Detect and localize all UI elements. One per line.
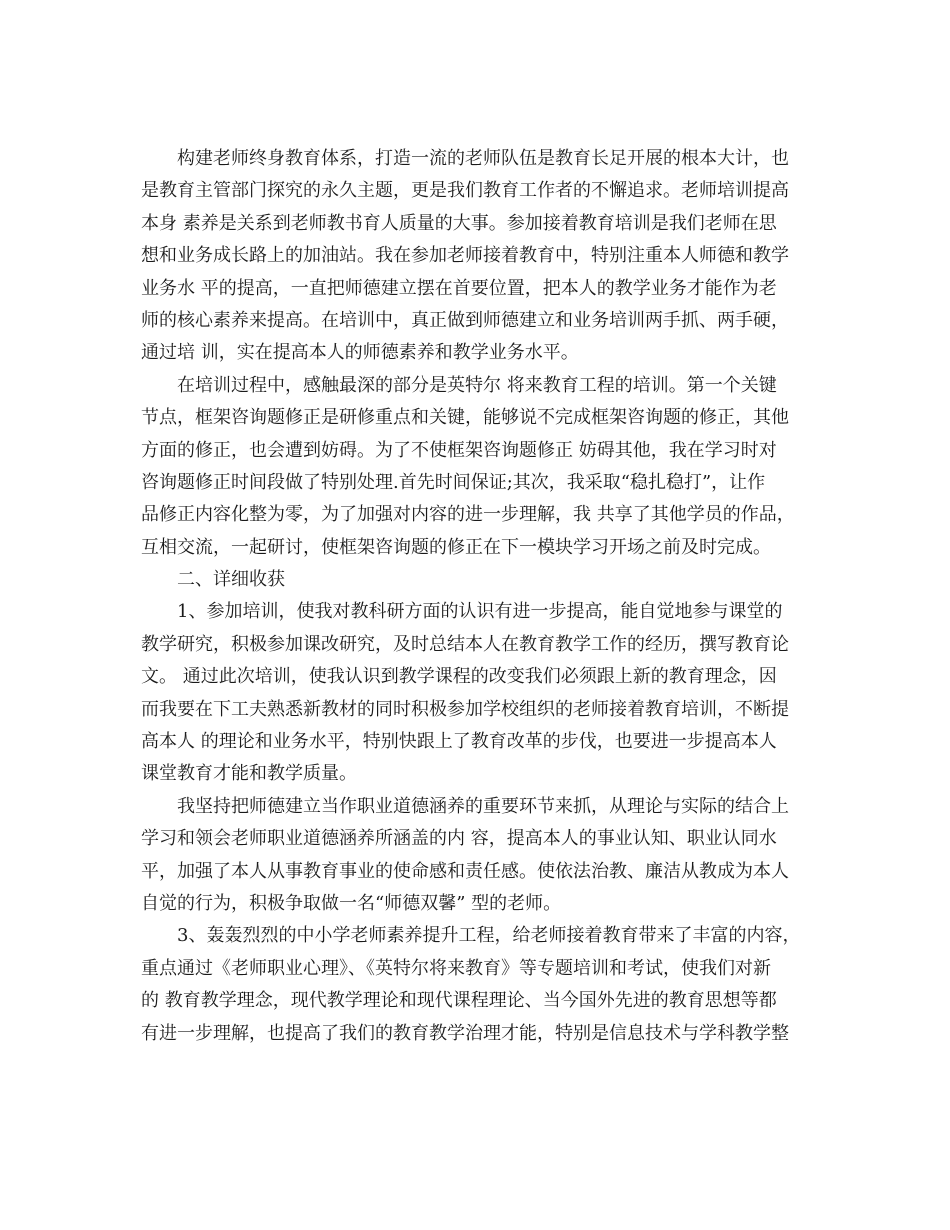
text-line: 互相交流，一起研讨，使框架咨询题的修正在下一模块学习开场之前及时完成。 bbox=[141, 536, 771, 558]
text-line: 平，加强了本人从事教育事业的使命感和责任感。使依法治教、廉洁从教成为本人 bbox=[141, 860, 789, 882]
text-line: 有进一步理解，也提高了我们的教育教学治理才能，特别是信息技术与学科教学整 bbox=[141, 1022, 789, 1044]
text-line: 构建老师终身教育体系，打造一流的老师队伍是教育长足开展的根本大计，也 bbox=[141, 148, 789, 169]
section-heading: 二、详细收获 bbox=[141, 569, 285, 591]
text-line: 3、轰轰烈烈的中小学老师素养提升工程，给老师接着教育带来了丰富的内容， bbox=[141, 925, 801, 947]
text-line: 文。 通过此次培训，使我认识到教学课程的改变我们必须跟上新的教育理念，因 bbox=[141, 666, 777, 688]
text-line: 学习和领会老师职业道德涵养所涵盖的内 容，提高本人的事业认知、职业认同水 bbox=[141, 828, 777, 850]
text-line: 本身 素养是关系到老师教书育人质量的大事。参加接着教育培训是我们老师在思 bbox=[141, 212, 777, 234]
document-body bbox=[141, 143, 825, 1050]
text-line: 在培训过程中，感触最深的部分是英特尔 将来教育工程的培训。第一个关键 bbox=[141, 374, 777, 396]
text-line: 品修正内容化整为零，为了加强对内容的进一步理解，我 共享了其他学员的作品， bbox=[141, 504, 795, 526]
text-line: 通过培 训，实在提高本人的师德素养和教学业务水平。 bbox=[141, 342, 579, 364]
text-line: 方面的修正，也会遭到妨碍。为了不使框架咨询题修正 妨碍其他，我在学习时对 bbox=[141, 439, 777, 461]
text-line: 高本人 的理论和业务水平，特别快跟上了教育改革的步伐，也要进一步提高本人 bbox=[141, 731, 777, 753]
text-line: 想和业务成长路上的加油站。我在参加老师接着教育中，特别注重本人师德和教学 bbox=[141, 245, 789, 267]
text-line: 是教育主管部门探究的永久主题，更是我们教育工作者的不懈追求。老师培训提高 bbox=[141, 180, 789, 202]
text-line: 自觉的行为，积极争取做一名“师德双馨” 型的老师。 bbox=[141, 892, 562, 914]
text-line: 的 教育教学理念，现代教学理论和现代课程理论、当今国外先进的教育思想等都 bbox=[141, 990, 777, 1012]
text-line: 课堂教育才能和教学质量。 bbox=[141, 763, 357, 785]
text-line: 我坚持把师德建立当作职业道德涵养的重要环节来抓，从理论与实际的结合上 bbox=[141, 795, 789, 817]
text-line: 1、参加培训，使我对教科研方面的认识有进一步提高，能自觉地参与课堂的 bbox=[141, 601, 783, 623]
text-line: 重点通过《老师职业心理》、《英特尔将来教育》等专题培训和考试，使我们对新 bbox=[141, 957, 771, 979]
text-line: 业务水 平的提高，一直把师德建立摆在首要位置，把本人的教学业务才能作为老 bbox=[141, 277, 777, 299]
text-line: 咨询题修正时间段做了特别处理.首先时间保证;其次，我采取“稳扎稳打”，让作 bbox=[141, 471, 766, 493]
text-line: 而我要在下工夫熟悉新教材的同时积极参加学校组织的老师接着教育培训，不断提 bbox=[141, 698, 789, 720]
text-line: 教学研究，积极参加课改研究，及时总结本人在教育教学工作的经历，撰写教育论 bbox=[141, 633, 789, 655]
text-line: 师的核心素养来提高。在培训中，真正做到师德建立和业务培训两手抓、两手硬， bbox=[141, 309, 789, 331]
text-line: 节点，框架咨询题修正是研修重点和关键，能够说不完成框架咨询题的修正，其他 bbox=[141, 407, 789, 429]
